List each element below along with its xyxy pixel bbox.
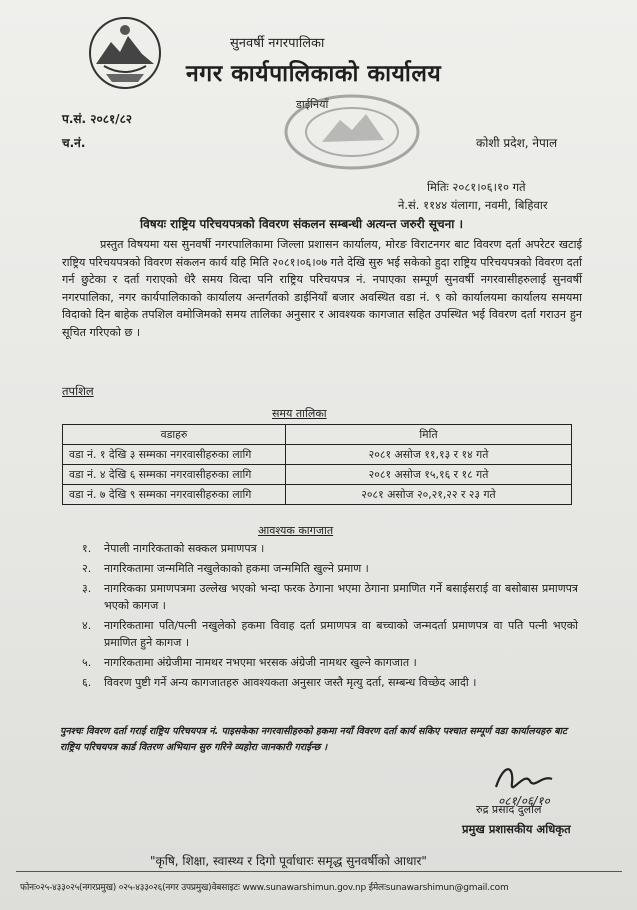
ward-cell: वडा नं. ७ देखि ९ सम्मका नगरवासीहरुका लागि bbox=[63, 485, 286, 505]
item-text: नागरिकतामा पति/पत्नी नखुलेको हकमा विवाह दर्ता प्रमाणपत्र वा बच्चाको जन्मदर्ता प्रमाणपत्र वा पति पत्नी भएको प्रमाणित हुने कागज । bbox=[104, 619, 578, 649]
item-text: नागरिकतामा अंग्रेजीमा नामथर नभएमा भरसक अंग्रेजी नामथर खुल्ने कागजात । bbox=[104, 656, 417, 669]
province-address: कोशी प्रदेश, नेपाल bbox=[476, 136, 558, 150]
official-stamp bbox=[282, 92, 422, 172]
signatory-name: रुद्र प्रसाद दुलाल bbox=[476, 803, 542, 816]
item-text: नागरिकका प्रमाणपत्रमा उल्लेख भएको भन्दा फरक ठेगाना भएमा ठेगाना प्रमाणित गर्ने बसाईसराई वा बसोबास प्रमाणपत्र भएको कागज । bbox=[104, 582, 578, 612]
date-cell: २०८१ असोज २०,२१,२२ र २३ गते bbox=[286, 485, 572, 505]
table-row bbox=[63, 485, 572, 505]
item-text: नेपाली नागरिकताको सक्कल प्रमाणपत्र । bbox=[104, 542, 265, 555]
office-name: नगर कार्यपालिकाको कार्यालय bbox=[186, 61, 442, 87]
documents-heading: आवश्यक कागजात bbox=[258, 524, 334, 537]
date-cell: २०८१ असोज ११,१३ र १४ गते bbox=[286, 445, 572, 465]
header-wards: वडाहरु bbox=[63, 425, 286, 445]
patra-sankhya: प.सं. २०८१/८२ bbox=[62, 112, 133, 126]
signatory-title: प्रमुख प्रशासकीय अधिकृत bbox=[462, 822, 571, 836]
municipality-name: सुनवर्षी नगरपालिका bbox=[230, 36, 325, 51]
chalani-number: च.नं. bbox=[62, 136, 86, 150]
header-date: मिति bbox=[286, 425, 572, 445]
subject-line: विषयः राष्ट्रिय परिचयपत्रको विवरण संकलन सम्बन्धी अत्यन्त जरुरी सूचना । bbox=[140, 217, 464, 231]
item-number: ३. bbox=[82, 582, 92, 595]
item-text: विवरण पुष्टी गर्ने अन्य कागजातहरु आवश्यकता अनुसार जस्तै मृत्यु दर्ता, सम्बन्ध विच्छेद आदी । bbox=[104, 676, 477, 689]
item-text: नागरिकतामा जन्ममिति नखुलेकाको हकमा जन्ममिति खुल्ने प्रमाण । bbox=[104, 562, 369, 575]
item-number: १. bbox=[82, 542, 92, 555]
list-item bbox=[82, 540, 578, 557]
item-number: ६. bbox=[82, 676, 92, 689]
footer-divider bbox=[16, 871, 622, 872]
list-item bbox=[82, 617, 578, 651]
date-cell: २०८१ असोज १५,१६ र १८ गते bbox=[286, 465, 572, 485]
motto: "कृषि, शिक्षा, स्वास्थ्य र दिगो पूर्वाधारः समृद्ध सुनवर्षीको आधार" bbox=[150, 854, 427, 868]
details-heading: तपशिल bbox=[62, 384, 94, 398]
nepal-sambat-date: ने.सं. ११४४ यंलागा, नवमी, बिहिवार bbox=[398, 198, 548, 212]
schedule-table bbox=[62, 424, 572, 505]
item-number: २. bbox=[82, 562, 92, 575]
postscript-note: पुनश्चः विवरण दर्ता गराई राष्ट्रिय परिचयपत्र नं. पाइसकेका नगरवासीहरुको हकमा नयाँ विवरण दर्ता कार्य सकिए पश्चात सम्पूर्ण वडा कार्यालयहरु बाट राष्ट्रिय परिचयपत्र कार्ड वितरण अभियान सुरु गरिने व्यहोरा जानकारी गराईन्छ । bbox=[60, 726, 567, 753]
ward-cell: वडा नं. ४ देखि ६ सम्मका नगरवासीहरुका लागि bbox=[63, 465, 286, 485]
table-header-row bbox=[63, 425, 572, 445]
item-number: ५. bbox=[82, 656, 92, 669]
list-item bbox=[82, 580, 578, 614]
footer-contact: फोनः०२५-४३३०२५(नगरप्रमुख) ०२५-४३३०२६(नगर उपप्रमुख)वेबसाइटः www.sunawarshimun.gov.np ईमेलःsunawarshimun@gmail.com bbox=[20, 883, 509, 893]
nepal-emblem-logo bbox=[86, 14, 164, 92]
list-item bbox=[82, 674, 578, 691]
body-paragraph: प्रस्तुत विषयमा यस सुनवर्षी नगरपालिकामा जिल्ला प्रशासन कार्यालय, मोरङ विराटनगर बाट विवरण दर्ता अपरेटर खटाई राष्ट्रिय परिचयपत्रको विवरण संकलन कार्य यहि मिति २०८१।०६।०७ गते देखि सुरु भई सकेको हुदा राष्ट्रिय परिचयपत्रको विवरण दर्ता गर्न छुटेका र दर्ता गराएको धेरै समय वित्दा पनि राष्ट्रिय परिचयपत्र नं. नपाएका सम्पूर्ण सुनवर्षी नगरवासीहरुलाई सुनवर्षी नगरपालिका, नगर कार्यपालिकाको कार्यालय अन्तर्गतको डाईनियाँ बजार अवस्थित वडा नं. ९ को कार्यालयमा कार्यालय समयमा विदाको दिन बाहेक तपशिल वमोजिमको समय तालिका अनुसार र आवश्यक कागजात सहित उपस्थित भई विवरण दर्ता गराउन हुन सूचित गरिएको छ । bbox=[62, 238, 582, 339]
ward-cell: वडा नं. १ देखि ३ सम्मका नगरवासीहरुका लागि bbox=[63, 445, 286, 465]
item-number: ४. bbox=[82, 619, 92, 632]
notice-body bbox=[62, 236, 582, 341]
issue-date: मितिः २०८१।०६।१० गते bbox=[427, 180, 526, 194]
list-item bbox=[82, 654, 578, 671]
schedule-title: समय तालिका bbox=[272, 407, 327, 420]
list-item bbox=[82, 560, 578, 577]
documents-list bbox=[82, 540, 578, 694]
table-row bbox=[63, 465, 572, 485]
office-location: डाईनियाँ bbox=[296, 98, 329, 111]
signature-date: ०८१/०६/१० bbox=[498, 794, 550, 808]
table-row bbox=[63, 445, 572, 465]
